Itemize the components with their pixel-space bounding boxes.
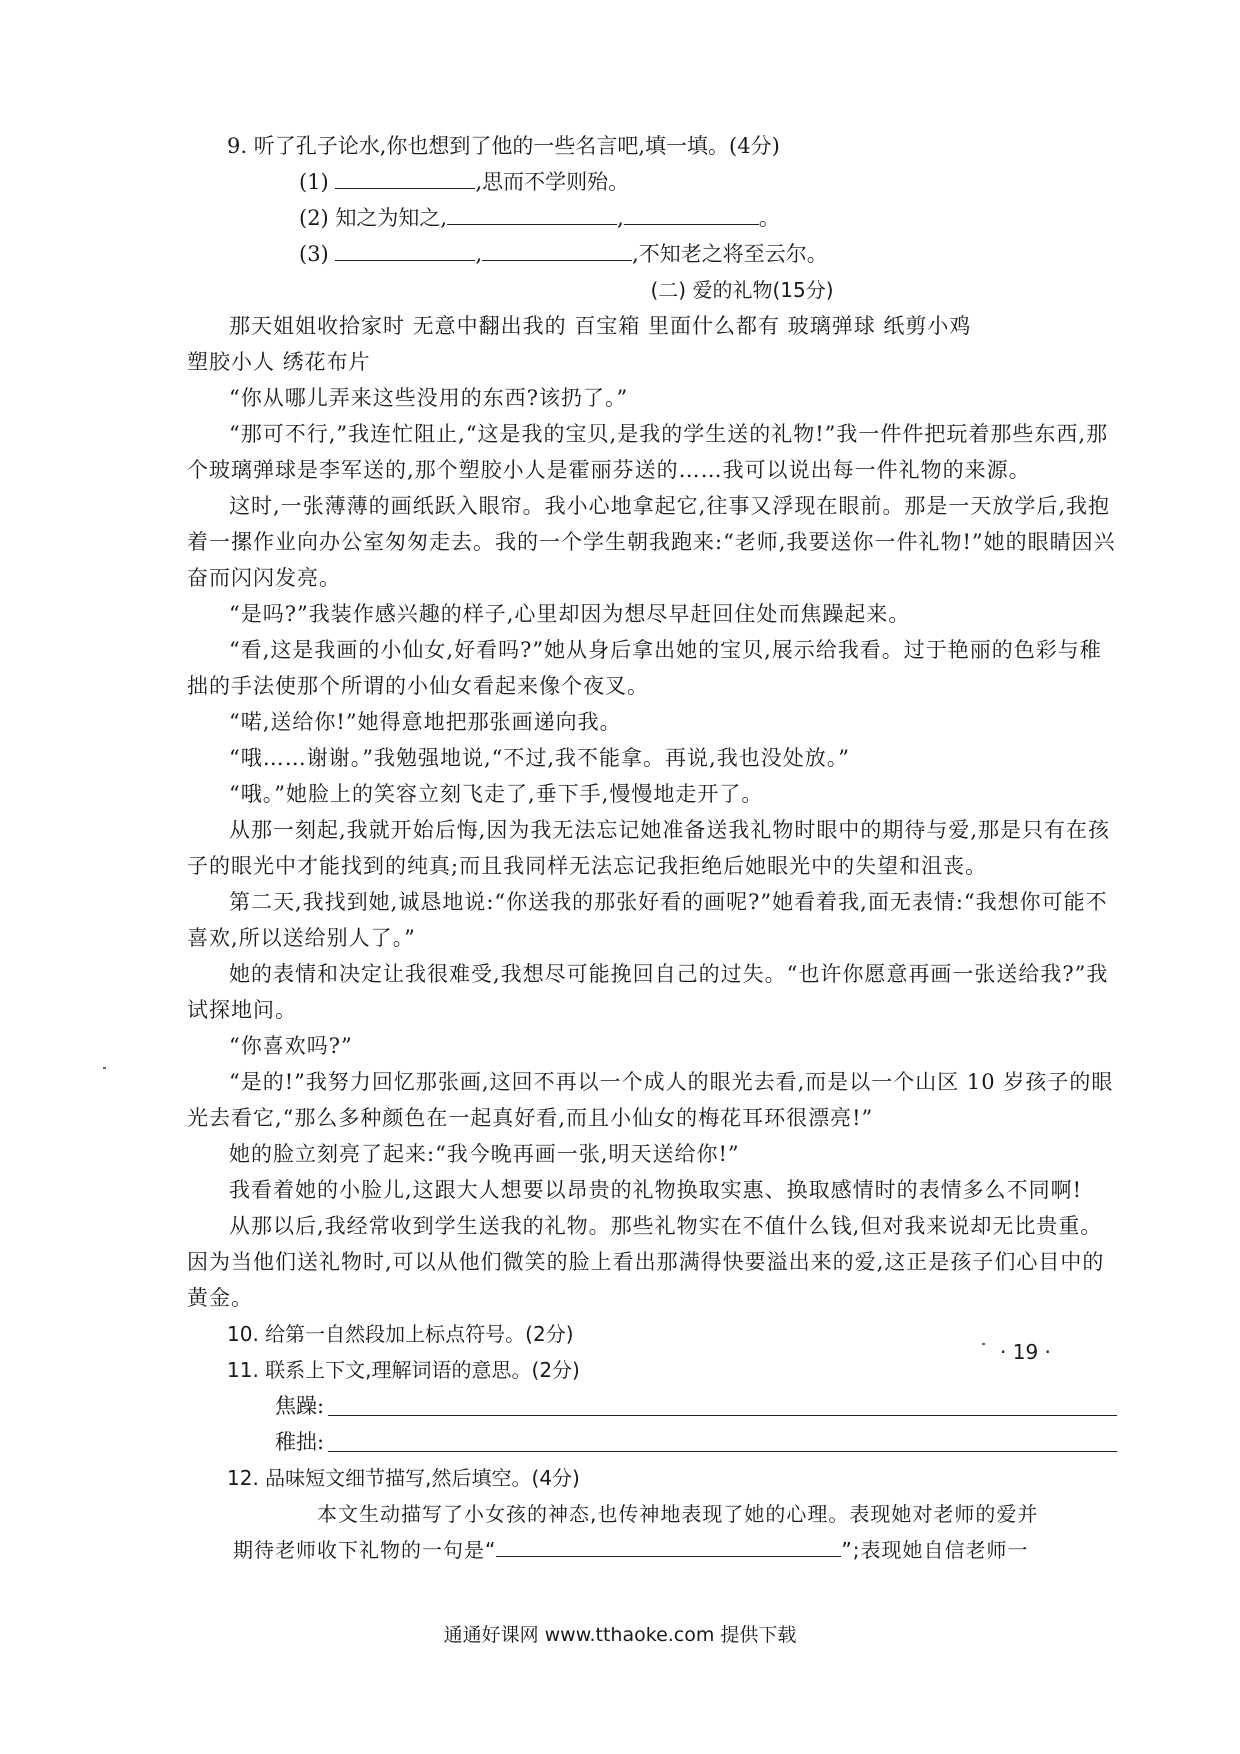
article <box>187 308 1117 1316</box>
answer-line[interactable] <box>328 1451 1117 1452</box>
answer-blank[interactable] <box>335 238 475 261</box>
item-text: ,思而不学则殆。 <box>475 170 630 194</box>
answer-line[interactable] <box>328 1415 1117 1416</box>
scan-speck <box>103 1067 106 1069</box>
question-9-item-3 <box>299 236 1117 272</box>
question-text: 本文生动描写了小女孩的神态,也传神地表现了她的心理。表现她对老师的爱并 <box>317 1502 1039 1526</box>
answer-blank[interactable] <box>335 166 475 189</box>
paragraph: “那可不行,”我连忙阻止,“这是我的宝贝,是我的学生送的礼物!”我一件件把玩着那些东西,那个玻璃弹球是李军送的,那个塑胶小人是霍丽芬送的……我可以说出每一件礼物的来源。 <box>187 422 1109 482</box>
paragraph: “哦……谢谢。”我勉强地说,“不过,我不能拿。再说,我也没处放。” <box>229 746 850 770</box>
paragraph: “你从哪儿弄来这些没用的东西?该扔了。” <box>229 386 629 410</box>
scan-speck <box>982 1343 985 1345</box>
paragraph: 从那以后,我经常收到学生送我的礼物。那些礼物实在不值什么钱,但对我来说却无比贵重。因为当他们送礼物时,可以从他们微笑的脸上看出那满得快要溢出来的爱,这正是孩子们心目中的黄金。 <box>187 1214 1105 1310</box>
item-number: (3) <box>299 242 329 266</box>
section-title: (二) 爱的礼物(15分) <box>650 278 834 302</box>
question-11: 11. 联系上下文,理解词语的意思。(2分) <box>227 1358 580 1382</box>
paragraph: 塑胶小人 绣花布片 <box>187 350 371 374</box>
item-separator: , <box>475 242 483 266</box>
word-label: 焦躁: <box>275 1394 325 1418</box>
page-number: · 19 · <box>1000 1340 1051 1364</box>
item-text: 知之为知之, <box>335 206 448 230</box>
answer-blank[interactable] <box>624 202 759 225</box>
paragraph: 从那一刻起,我就开始后悔,因为我无法忘记她准备送我礼物时眼中的期待与爱,那是只有在孩子的眼光中才能找到的纯真;而且我同样无法忘记我拒绝后她眼光中的失望和沮丧。 <box>187 818 1111 878</box>
paragraph: “哦。”她脸上的笑容立刻飞走了,垂下手,慢慢地走开了。 <box>229 782 764 806</box>
answer-blank[interactable] <box>482 238 632 261</box>
question-9 <box>227 128 1117 272</box>
answer-blank[interactable] <box>496 1534 841 1557</box>
item-separator: , <box>617 206 624 230</box>
question-9-item-1 <box>299 164 1117 200</box>
question-10: 10. 给第一自然段加上标点符号。(2分) <box>227 1322 574 1346</box>
word-label: 稚拙: <box>275 1430 325 1454</box>
paragraph: 她的表情和决定让我很难受,我想尽可能挽回自己的过失。“也许你愿意再画一张送给我?”我试探地问。 <box>187 962 1109 1022</box>
item-text: 。 <box>758 206 780 230</box>
question-12-text <box>233 1496 1117 1568</box>
question-text: 期待老师收下礼物的一句是“ <box>233 1538 497 1562</box>
item-number: (1) <box>299 170 329 194</box>
paragraph: “是吗?”我装作感兴趣的样子,心里却因为想尽早赶回住处而焦躁起来。 <box>229 602 911 626</box>
question-12: 12. 品味短文细节描写,然后填空。(4分) <box>227 1466 580 1490</box>
question-9-stem: 9. 听了孔子论水,你也想到了他的一些名言吧,填一填。(4分) <box>227 134 780 158</box>
question-9-item-2 <box>299 200 1117 236</box>
paragraph: “看,这是我画的小仙女,好看吗?”她从身后拿出她的宝贝,展示给我看。过于艳丽的色彩与稚拙的手法使那个所谓的小仙女看起来像个夜叉。 <box>187 638 1102 698</box>
paragraph: “喏,送给你!”她得意地把那张画递向我。 <box>229 710 622 734</box>
paragraph: “你喜欢吗?” <box>229 1034 353 1058</box>
paragraph: 这时,一张薄薄的画纸跃入眼帘。我小心地拿起它,往事又浮现在眼前。那是一天放学后,我抱着一摞作业向办公室匆匆走去。我的一个学生朝我跑来:“老师,我要送你一件礼物!”她的眼睛因兴奋而闪闪发亮。 <box>187 494 1116 590</box>
definition-row <box>275 1388 1117 1424</box>
answer-blank[interactable] <box>447 202 617 225</box>
paragraph: 那天姐姐收拾家时 无意中翻出我的 百宝箱 里面什么都有 玻璃弹球 纸剪小鸡 <box>229 314 972 338</box>
item-number: (2) <box>299 206 329 230</box>
question-text: ”;表现她自信老师一 <box>841 1538 1029 1562</box>
definition-row <box>275 1424 1117 1460</box>
paragraph: 第二天,我找到她,诚恳地说:“你送我的那张好看的画呢?”她看着我,面无表情:“我想你可能不喜欢,所以送给别人了。” <box>187 890 1108 950</box>
paragraph: 我看着她的小脸儿,这跟大人想要以昂贵的礼物换取实惠、换取感情时的表情多么不同啊! <box>229 1178 1083 1202</box>
page-content <box>187 128 1117 1568</box>
paragraph: “是的!”我努力回忆那张画,这回不再以一个成人的眼光去看,而是以一个山区 10 岁孩子的眼光去看它,“那么多种颜色在一起真好看,而且小仙女的梅花耳环很漂亮!” <box>187 1070 1114 1130</box>
download-footer: 通通好课网 www.tthaoke.com 提供下载 <box>443 1624 797 1646</box>
paragraph: 她的脸立刻亮了起来:“我今晚再画一张,明天送给你!” <box>229 1142 740 1166</box>
item-text: ,不知老之将至云尔。 <box>632 242 828 266</box>
